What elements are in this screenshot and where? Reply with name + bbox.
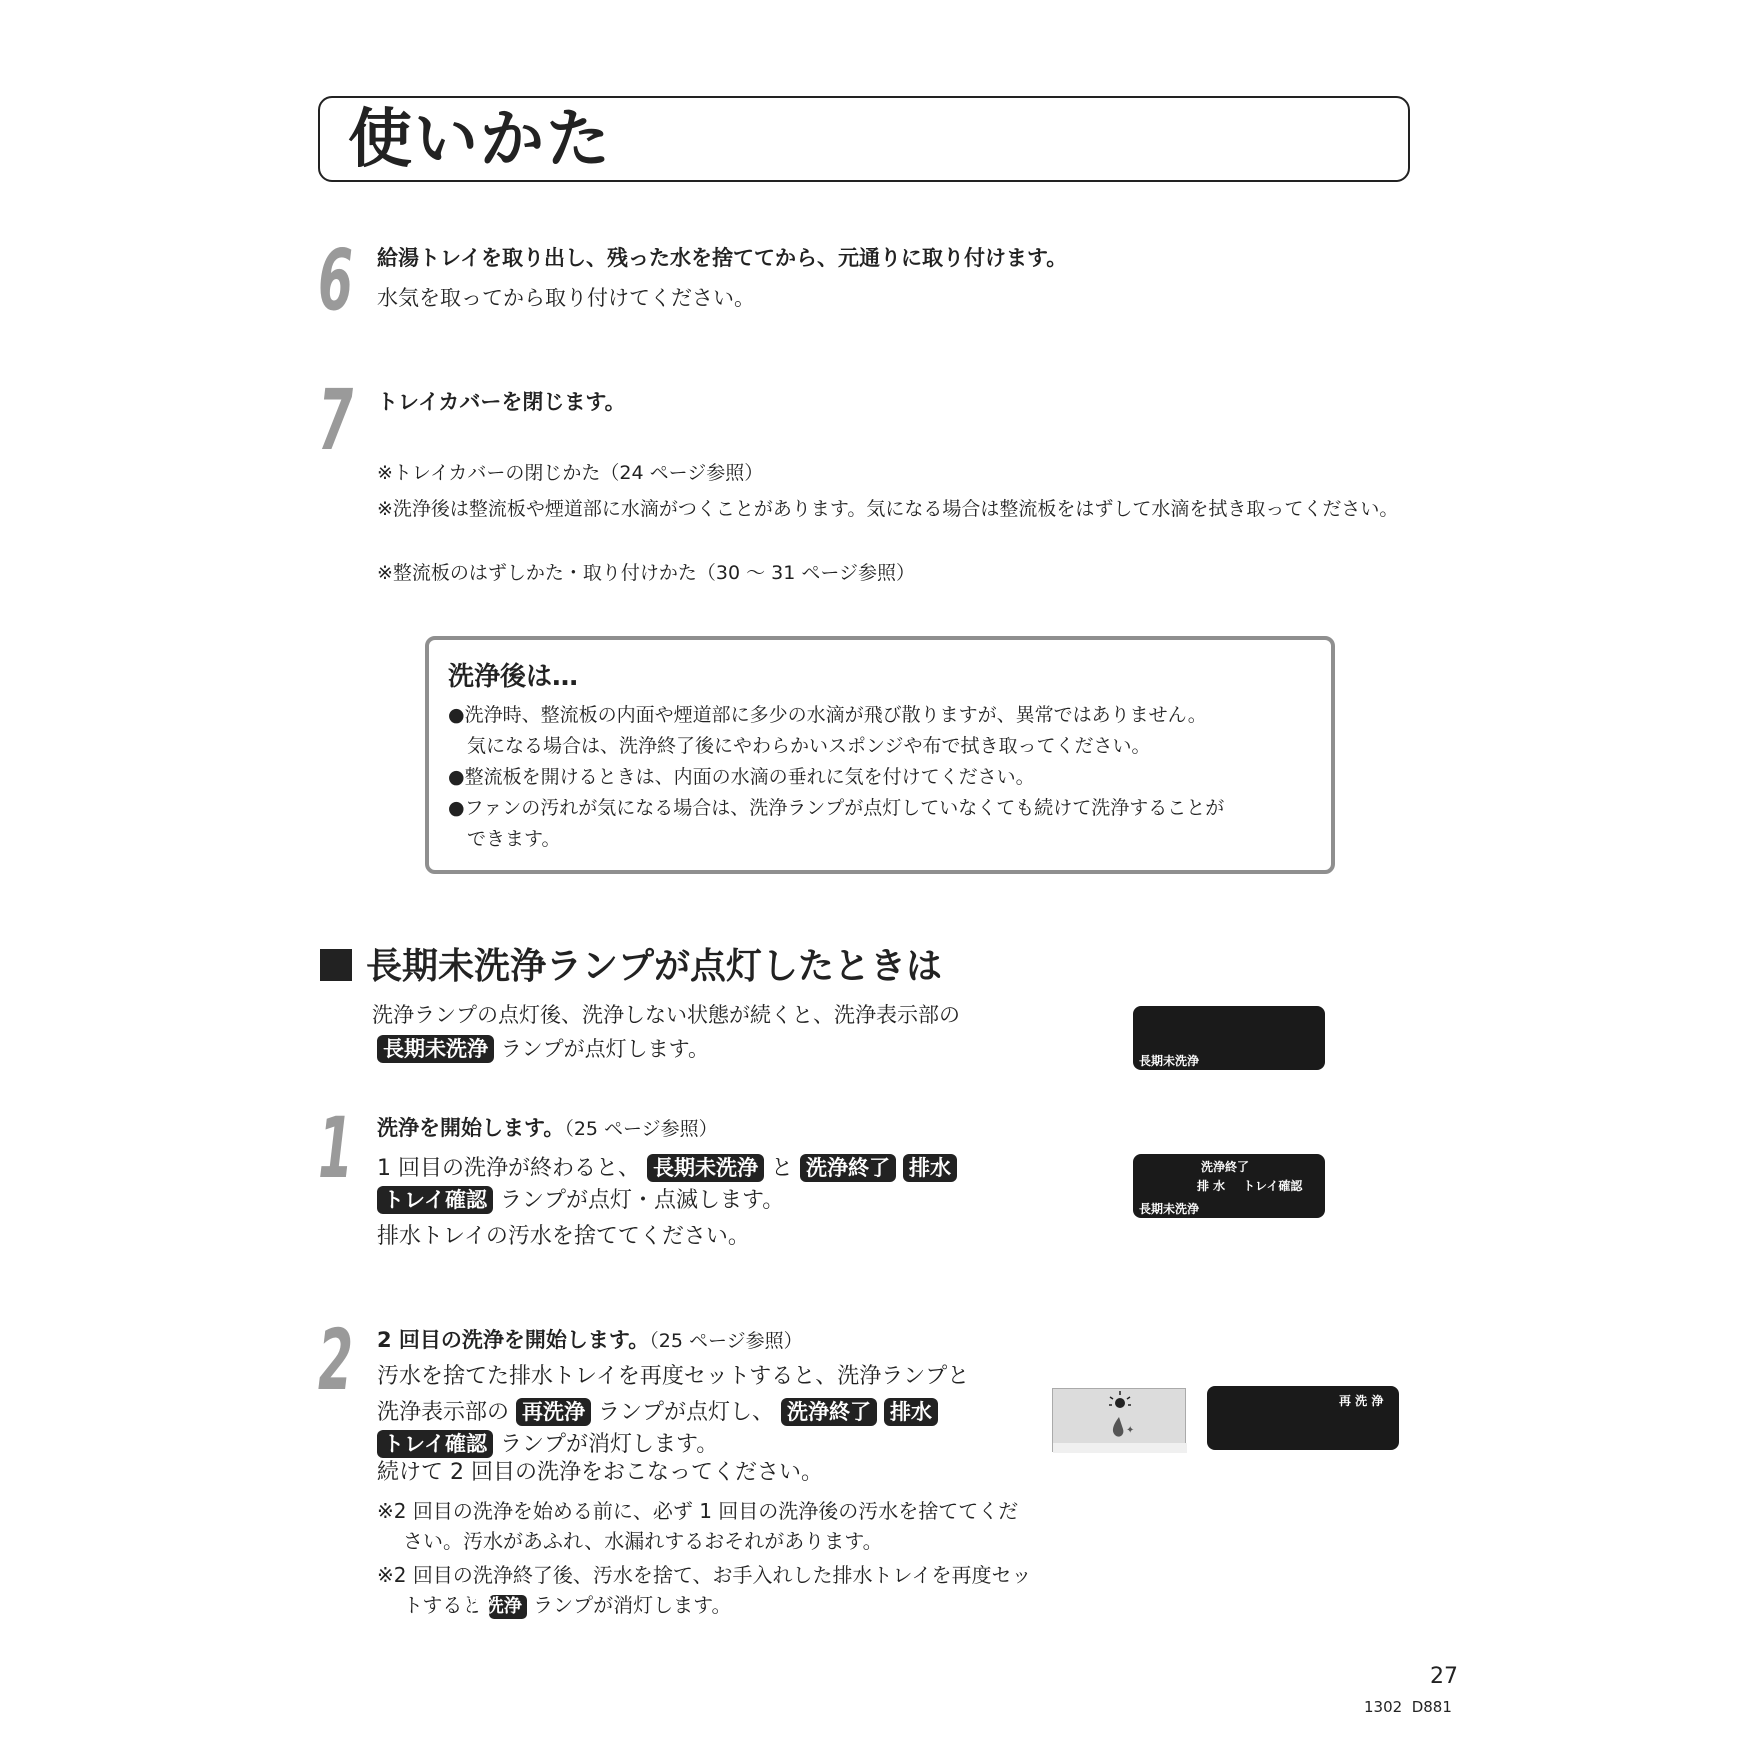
section-intro-line1: 洗浄ランプの点灯後、洗浄しない状態が続くと、洗浄表示部の: [372, 1003, 960, 1027]
step-7-note-3: ※整流板のはずしかた・取り付けかた（30 ～ 31 ページ参照）: [377, 562, 916, 584]
line-text: ※2 回目の洗浄終了後、汚水を捨て、お手入れした排水トレイを再度セットすると: [377, 1563, 1032, 1617]
long-unwashed-tag: 長期未洗浄: [647, 1154, 764, 1182]
tray-check-tag: トレイ確認: [377, 1430, 493, 1458]
sub-step-1-heading-row: [377, 1112, 718, 1142]
display-label: 再 洗 浄: [1339, 1394, 1384, 1408]
section-heading: [320, 938, 942, 989]
drain-tag: 排水: [903, 1154, 957, 1182]
sub-step-2-line4: 続けて 2 回目の洗浄をおこなってください。: [377, 1460, 823, 1485]
display-label: 洗浄終了: [1201, 1160, 1250, 1174]
page-title: 使いかた: [348, 103, 612, 177]
long-unwashed-tag: 長期未洗浄: [377, 1035, 494, 1063]
svg-text:✦: ✦: [1126, 1425, 1135, 1436]
sub-step-1-line1: [377, 1152, 957, 1186]
step-7-number: 7: [318, 371, 354, 469]
intro-line2-text: ランプが点灯します。: [500, 1037, 710, 1061]
display-label: 長期未洗浄: [1139, 1202, 1200, 1216]
display-label: 長期未洗浄: [1139, 1054, 1200, 1068]
section-intro-line2: [377, 1032, 709, 1066]
wash-complete-tag: 洗浄終了: [781, 1398, 877, 1426]
sub-step-1-ref: （25 ページ参照）: [564, 1118, 718, 1140]
info-box-title: 洗浄後は…: [448, 662, 579, 692]
info-line: ●洗浄時、整流板の内面や煙道部に多少の水滴が飛び散りますが、異常ではありません。: [448, 704, 1207, 726]
sub-step-1-number: 1: [318, 1099, 354, 1197]
display-panel-long-unwashed: [1133, 1006, 1325, 1070]
info-line: ●ファンの汚れが気になる場合は、洗浄ランプが点灯していなくても続けて洗浄することが: [448, 797, 1225, 819]
tray-check-tag: トレイ確認: [377, 1186, 493, 1214]
section-heading-text: 長期未洗浄ランプが点灯したときは: [366, 946, 943, 987]
sub-step-2-ref: （25 ページ参照）: [649, 1330, 803, 1352]
sub-step-1-heading: 洗浄を開始します。: [377, 1116, 565, 1140]
sub-step-2-line2: [377, 1396, 938, 1430]
line-text: ランプが点灯・点滅します。: [499, 1188, 785, 1213]
sub-step-2-note-1: ※2 回目の洗浄を始める前に、必ず 1 回目の洗浄後の汚水を捨ててください。汚水があふれ、水漏れするおそれがあります。: [377, 1499, 1019, 1553]
sub-step-2-note-2: [377, 1560, 1033, 1620]
step-6-number: 6: [318, 231, 354, 329]
display-panel-rewash: [1207, 1386, 1399, 1450]
sub-step-2-heading: 2 回目の洗浄を開始します。: [377, 1328, 650, 1352]
info-line: ●整流板を開けるときは、内面の水滴の垂れに気を付けてください。: [448, 766, 1035, 788]
document-code: 1302 D881: [1364, 1698, 1452, 1716]
info-line: できます。: [448, 828, 561, 850]
display-panel-wash-complete: [1133, 1154, 1325, 1218]
wash-lamp-icon: [1053, 1389, 1187, 1453]
step-6-heading: 給湯トレイを取り出し、残った水を捨ててから、元通りに取り付けます。: [377, 246, 1068, 270]
display-label: 排 水: [1197, 1179, 1226, 1193]
square-bullet-icon: [320, 949, 352, 981]
page-number: 27: [1430, 1664, 1458, 1689]
line-text: ランプが消灯します。: [533, 1593, 732, 1617]
wash-complete-tag: 洗浄終了: [800, 1154, 896, 1182]
display-label: トレイ確認: [1243, 1179, 1303, 1193]
sub-step-2-number: 2: [318, 1311, 354, 1409]
sub-step-2-line1: 汚水を捨てた排水トレイを再度セットすると、洗浄ランプと: [377, 1364, 970, 1389]
drain-tag: 排水: [884, 1398, 938, 1426]
line-text: と: [771, 1156, 794, 1181]
sub-step-1-line2: [377, 1184, 784, 1218]
line-text: ランプが消灯します。: [499, 1432, 719, 1457]
line-text: 1 回目の洗浄が終わると、: [377, 1156, 640, 1181]
line-text: ランプが点灯し、: [598, 1400, 775, 1425]
wash-lamp-panel: [1052, 1388, 1186, 1452]
info-box-list: [448, 700, 1224, 855]
line-text: 洗浄表示部の: [377, 1400, 510, 1425]
info-line: 気になる場合は、洗浄終了後にやわらかいスポンジや布で拭き取ってください。: [448, 735, 1151, 757]
step-7-heading: トレイカバーを閉じます。: [377, 390, 626, 414]
step-7-note-1: ※トレイカバーの閉じかた（24 ページ参照）: [377, 462, 764, 484]
step-7-note-2: ※洗浄後は整流板や煙道部に水滴がつくことがあります。気になる場合は整流板をはずして水滴を拭き取ってください。: [377, 498, 1399, 520]
sub-step-1-line3: 排水トレイの汚水を捨ててください。: [377, 1224, 750, 1249]
rewash-tag: 再洗浄: [516, 1398, 591, 1426]
rewash-tag: 再洗浄: [489, 1595, 527, 1619]
step-6-text: 水気を取ってから取り付けてください。: [377, 286, 755, 310]
sub-step-2-heading-row: [377, 1324, 803, 1354]
